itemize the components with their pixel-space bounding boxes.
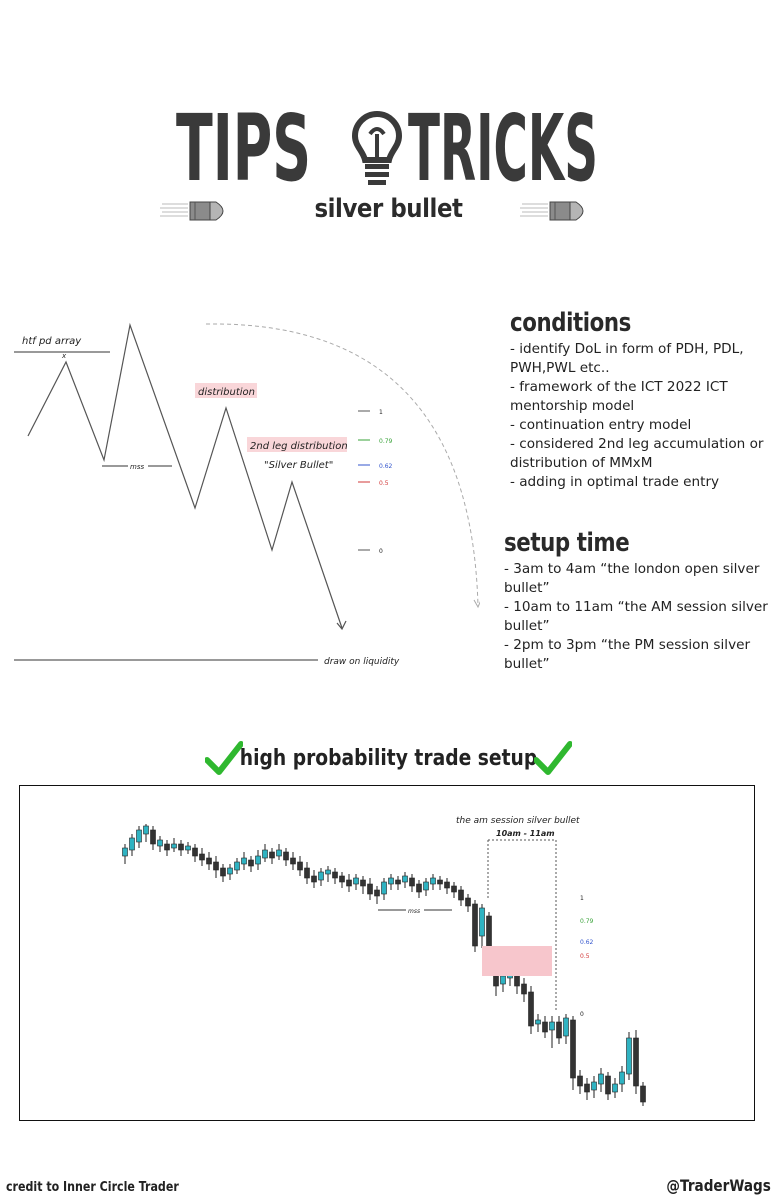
condition-item: - considered 2nd leg accumulation or distribution of MMxM bbox=[510, 436, 764, 471]
candle-body bbox=[249, 860, 254, 866]
second-leg-label: 2nd leg distribution bbox=[250, 441, 348, 452]
candle-body bbox=[333, 872, 338, 878]
condition-item: - adding in optimal trade entry bbox=[510, 474, 720, 490]
x-mark: x bbox=[62, 352, 67, 360]
candle-body bbox=[242, 858, 247, 864]
candle-body bbox=[291, 858, 296, 864]
candle-body bbox=[585, 1084, 590, 1092]
condition-item: - continuation entry model bbox=[510, 417, 692, 433]
silver-bullet-label: "Silver Bullet" bbox=[264, 460, 334, 471]
candle-body bbox=[326, 870, 331, 874]
candle-body bbox=[172, 844, 177, 848]
candle-body bbox=[200, 854, 205, 860]
candle-body bbox=[319, 872, 324, 880]
author-handle: @TraderWags bbox=[666, 1176, 771, 1195]
setup-item: - 10am to 11am “the AM session silver bullet” bbox=[504, 599, 768, 634]
chart-fib-05: 0.5 bbox=[580, 953, 590, 960]
candle-body bbox=[389, 878, 394, 884]
candle-body bbox=[557, 1022, 562, 1038]
candle-body bbox=[256, 856, 261, 864]
setup-time-title: setup time bbox=[504, 528, 630, 558]
candle-body bbox=[627, 1038, 632, 1074]
candle-body bbox=[613, 1084, 618, 1092]
candle-body bbox=[529, 992, 534, 1026]
candle-body bbox=[207, 858, 212, 864]
candle-body bbox=[263, 850, 268, 858]
credit-text: credit to Inner Circle Trader bbox=[6, 1180, 179, 1195]
candle-body bbox=[123, 848, 128, 856]
fib-05: 0.5 bbox=[379, 480, 389, 487]
candle-body bbox=[312, 876, 317, 882]
candle-body bbox=[466, 898, 471, 906]
title-tricks: TRICKS bbox=[408, 100, 598, 190]
candle-body bbox=[592, 1082, 597, 1090]
candle-body bbox=[452, 886, 457, 892]
condition-item: - framework of the ICT 2022 ICT mentorship model bbox=[510, 379, 728, 414]
chart-fib-079: 0.79 bbox=[580, 918, 594, 925]
candle-body bbox=[158, 840, 163, 846]
candle-body bbox=[277, 850, 282, 856]
candle-body bbox=[522, 984, 527, 994]
candle-body bbox=[270, 852, 275, 858]
candle-body bbox=[564, 1018, 569, 1036]
candle-body bbox=[214, 862, 219, 870]
session-label: the am session silver bullet bbox=[456, 816, 580, 826]
trade-setup-chart bbox=[19, 785, 755, 1121]
candle-body bbox=[340, 876, 345, 882]
candle-body bbox=[305, 868, 310, 878]
candle-body bbox=[445, 882, 450, 888]
silver-bullet-diagram bbox=[0, 310, 480, 670]
candle-body bbox=[151, 830, 156, 844]
subtitle: silver bullet bbox=[314, 194, 463, 224]
candle-body bbox=[130, 838, 135, 850]
candle-body bbox=[368, 884, 373, 894]
candle-body bbox=[606, 1076, 611, 1094]
candle-body bbox=[165, 844, 170, 850]
candle-body bbox=[410, 878, 415, 886]
candle-body bbox=[375, 890, 380, 896]
title-tips: TIPS bbox=[176, 100, 311, 190]
candle-body bbox=[361, 880, 366, 886]
candle-body bbox=[634, 1038, 639, 1086]
candle-body bbox=[354, 878, 359, 884]
candle-body bbox=[417, 884, 422, 892]
candle-body bbox=[228, 868, 233, 874]
candle-body bbox=[382, 882, 387, 894]
dol-arc bbox=[206, 324, 478, 606]
candle-body bbox=[424, 882, 429, 890]
candle-body bbox=[235, 862, 240, 870]
candle-body bbox=[599, 1074, 604, 1084]
dol-label: draw on liquidity bbox=[324, 657, 400, 667]
candle-body bbox=[403, 876, 408, 882]
chart-fib-062: 0.62 bbox=[580, 939, 594, 946]
candle-body bbox=[501, 976, 506, 984]
candle-body bbox=[347, 880, 352, 886]
fib-1: 1 bbox=[379, 409, 383, 416]
candle-body bbox=[578, 1076, 583, 1086]
fib-079: 0.79 bbox=[379, 438, 393, 445]
htf-label: htf pd array bbox=[22, 336, 82, 347]
lightbulb-icon bbox=[355, 114, 399, 185]
candle-body bbox=[179, 844, 184, 850]
candle-body bbox=[284, 852, 289, 860]
tips-tricks-title bbox=[0, 100, 777, 190]
candle-body bbox=[571, 1020, 576, 1078]
high-probability-label: high probability trade setup bbox=[239, 746, 538, 771]
setup-item: - 2pm to 3pm “the PM session silver bullet” bbox=[504, 637, 751, 672]
distribution-label: distribution bbox=[198, 387, 255, 398]
candle-body bbox=[550, 1022, 555, 1030]
candle-body bbox=[480, 908, 485, 936]
candle-layer bbox=[123, 824, 646, 1106]
candle-body bbox=[620, 1072, 625, 1084]
conditions-title: conditions bbox=[510, 308, 631, 338]
candle-body bbox=[144, 826, 149, 834]
candle-body bbox=[641, 1086, 646, 1102]
fvg-zone bbox=[482, 946, 552, 976]
candle-body bbox=[543, 1022, 548, 1032]
candle-body bbox=[438, 880, 443, 884]
candlestick-chart bbox=[20, 786, 753, 1119]
candle-body bbox=[298, 862, 303, 870]
checkmark-icon bbox=[534, 740, 572, 776]
chart-fib-1: 1 bbox=[580, 895, 584, 902]
candle-body bbox=[137, 830, 142, 842]
chart-fib-0: 0 bbox=[580, 1011, 584, 1018]
candle-body bbox=[536, 1020, 541, 1024]
fib-062: 0.62 bbox=[379, 463, 393, 470]
candle-body bbox=[221, 868, 226, 876]
candle-body bbox=[431, 878, 436, 884]
candle-body bbox=[473, 904, 478, 946]
candle-body bbox=[186, 846, 191, 850]
setup-time-list bbox=[504, 560, 772, 674]
price-path bbox=[28, 325, 342, 628]
candle-body bbox=[459, 890, 464, 900]
candle-body bbox=[193, 848, 198, 856]
time-label: 10am - 11am bbox=[496, 829, 555, 838]
mss-label: mss bbox=[130, 463, 145, 471]
condition-item: - identify DoL in form of PDH, PDL, PWH,PWL etc.. bbox=[510, 341, 744, 376]
fib-0: 0 bbox=[379, 548, 383, 555]
chart-mss-label: mss bbox=[408, 908, 421, 915]
setup-item: - 3am to 4am “the london open silver bullet” bbox=[504, 561, 760, 596]
conditions-list bbox=[510, 340, 772, 492]
candle-body bbox=[396, 880, 401, 884]
bullet-icon bbox=[520, 198, 592, 224]
